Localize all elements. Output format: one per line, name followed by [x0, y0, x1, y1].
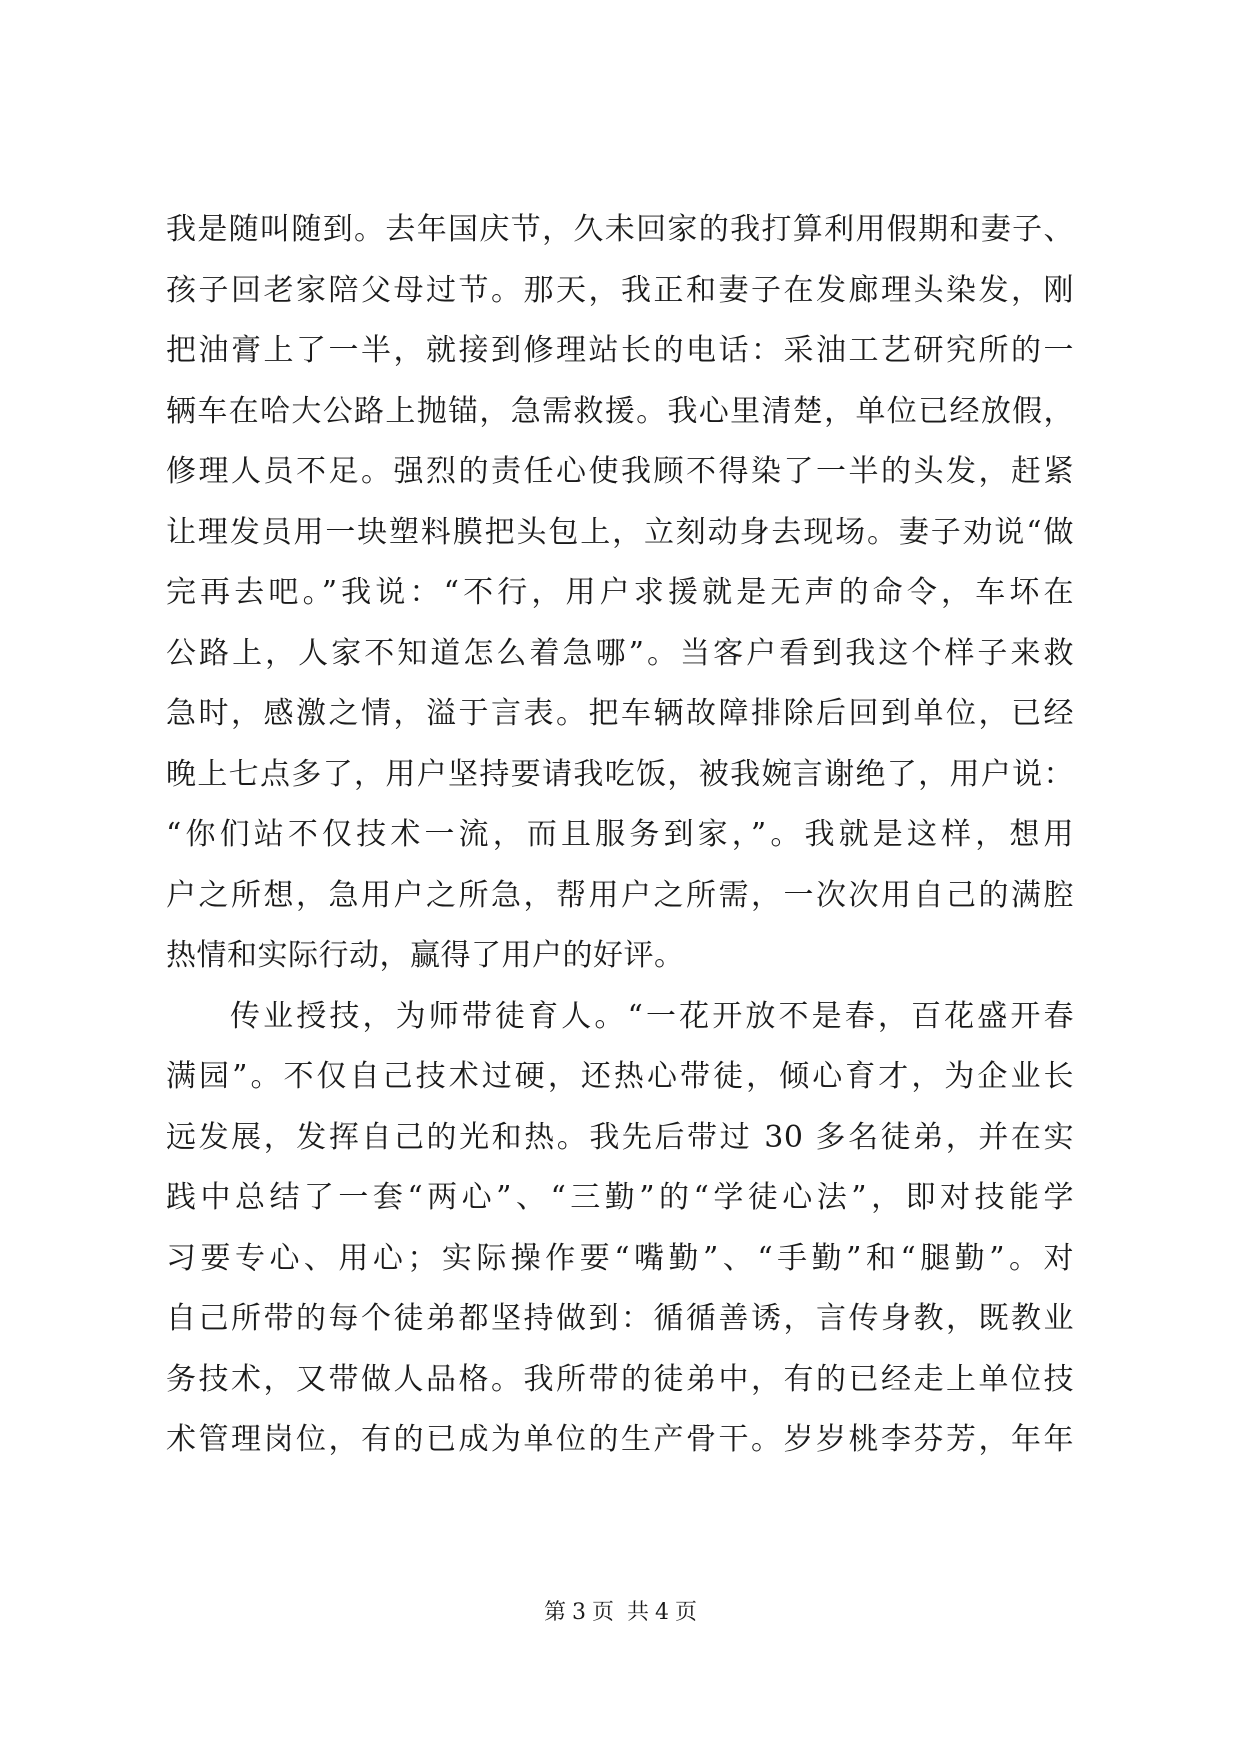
total-label-suffix: 页: [675, 1600, 698, 1625]
paragraph: [166, 987, 1074, 1471]
text-line: 务技术，又带做人品格。我所带的徒弟中，有的已经走上单位技: [166, 1361, 1074, 1397]
text-line: 辆车在哈大公路上抛锚，急需救援。我心里清楚，单位已经放假，: [166, 393, 1074, 429]
text-line: 公路上，人家不知道怎么着急哪”。当客户看到我这个样子来救: [166, 635, 1074, 671]
text-line: 习要专心、用心；实际操作要“嘴勤”、“手勤”和“腿勤”。对: [166, 1240, 1074, 1276]
text-line: 急时，感激之情，溢于言表。把车辆故障排除后回到单位，已经: [166, 696, 1074, 731]
text-line: 自己所带的每个徒弟都坚持做到：循循善诱，言传身教，既教业: [166, 1301, 1074, 1336]
text-line: 让理发员用一块塑料膜把头包上，立刻动身去现场。妻子劝说“做: [166, 514, 1074, 550]
text-line: “你们站不仅技术一流，而且服务到家，”。我就是这样，想用: [166, 817, 1074, 852]
text-line: 把油膏上了一半，就接到修理站长的电话：采油工艺研究所的一: [166, 333, 1074, 368]
page-label-prefix: 第: [543, 1600, 566, 1625]
current-page-number: 3: [571, 1600, 586, 1625]
text-line: 术管理岗位，有的已成为单位的生产骨干。岁岁桃李芬芳，年年: [166, 1422, 1074, 1457]
text-line: 孩子回老家陪父母过节。那天，我正和妻子在发廊理头染发，刚: [166, 272, 1074, 308]
text-line: 践中总结了一套“两心”、“三勤”的“学徒心法”，即对技能学: [166, 1180, 1074, 1215]
text-line: 远发展，发挥自己的光和热。我先后带过 30 多名徒弟，并在实: [166, 1119, 1074, 1155]
text-line: 修理人员不足。强烈的责任心使我顾不得染了一半的头发，赶紧: [166, 454, 1074, 489]
text-line: 我是随叫随到。去年国庆节，久未回家的我打算利用假期和妻子、: [166, 212, 1074, 247]
page-footer: [0, 1598, 1241, 1628]
text-line: 热情和实际行动，赢得了用户的好评。: [166, 938, 685, 973]
text-line: 完再去吧。”我说：“不行，用户求援就是无声的命令，车坏在: [166, 575, 1074, 610]
text-line: 晚上七点多了，用户坚持要请我吃饭，被我婉言谢绝了，用户说：: [166, 756, 1074, 792]
page-label-suffix: 页: [591, 1600, 614, 1625]
body-text: [166, 200, 1074, 1471]
text-line: 满园”。不仅自己技术过硬，还热心带徒，倾心育才，为企业长: [166, 1059, 1074, 1094]
total-label-prefix: 共: [627, 1600, 650, 1625]
text-line: 传业授技，为师带徒育人。“一花开放不是春，百花盛开春: [230, 998, 1074, 1034]
paragraph: [166, 200, 1074, 987]
total-pages-number: 4: [655, 1600, 670, 1625]
text-line: 户之所想，急用户之所急，帮用户之所需，一次次用自己的满腔: [166, 877, 1074, 913]
